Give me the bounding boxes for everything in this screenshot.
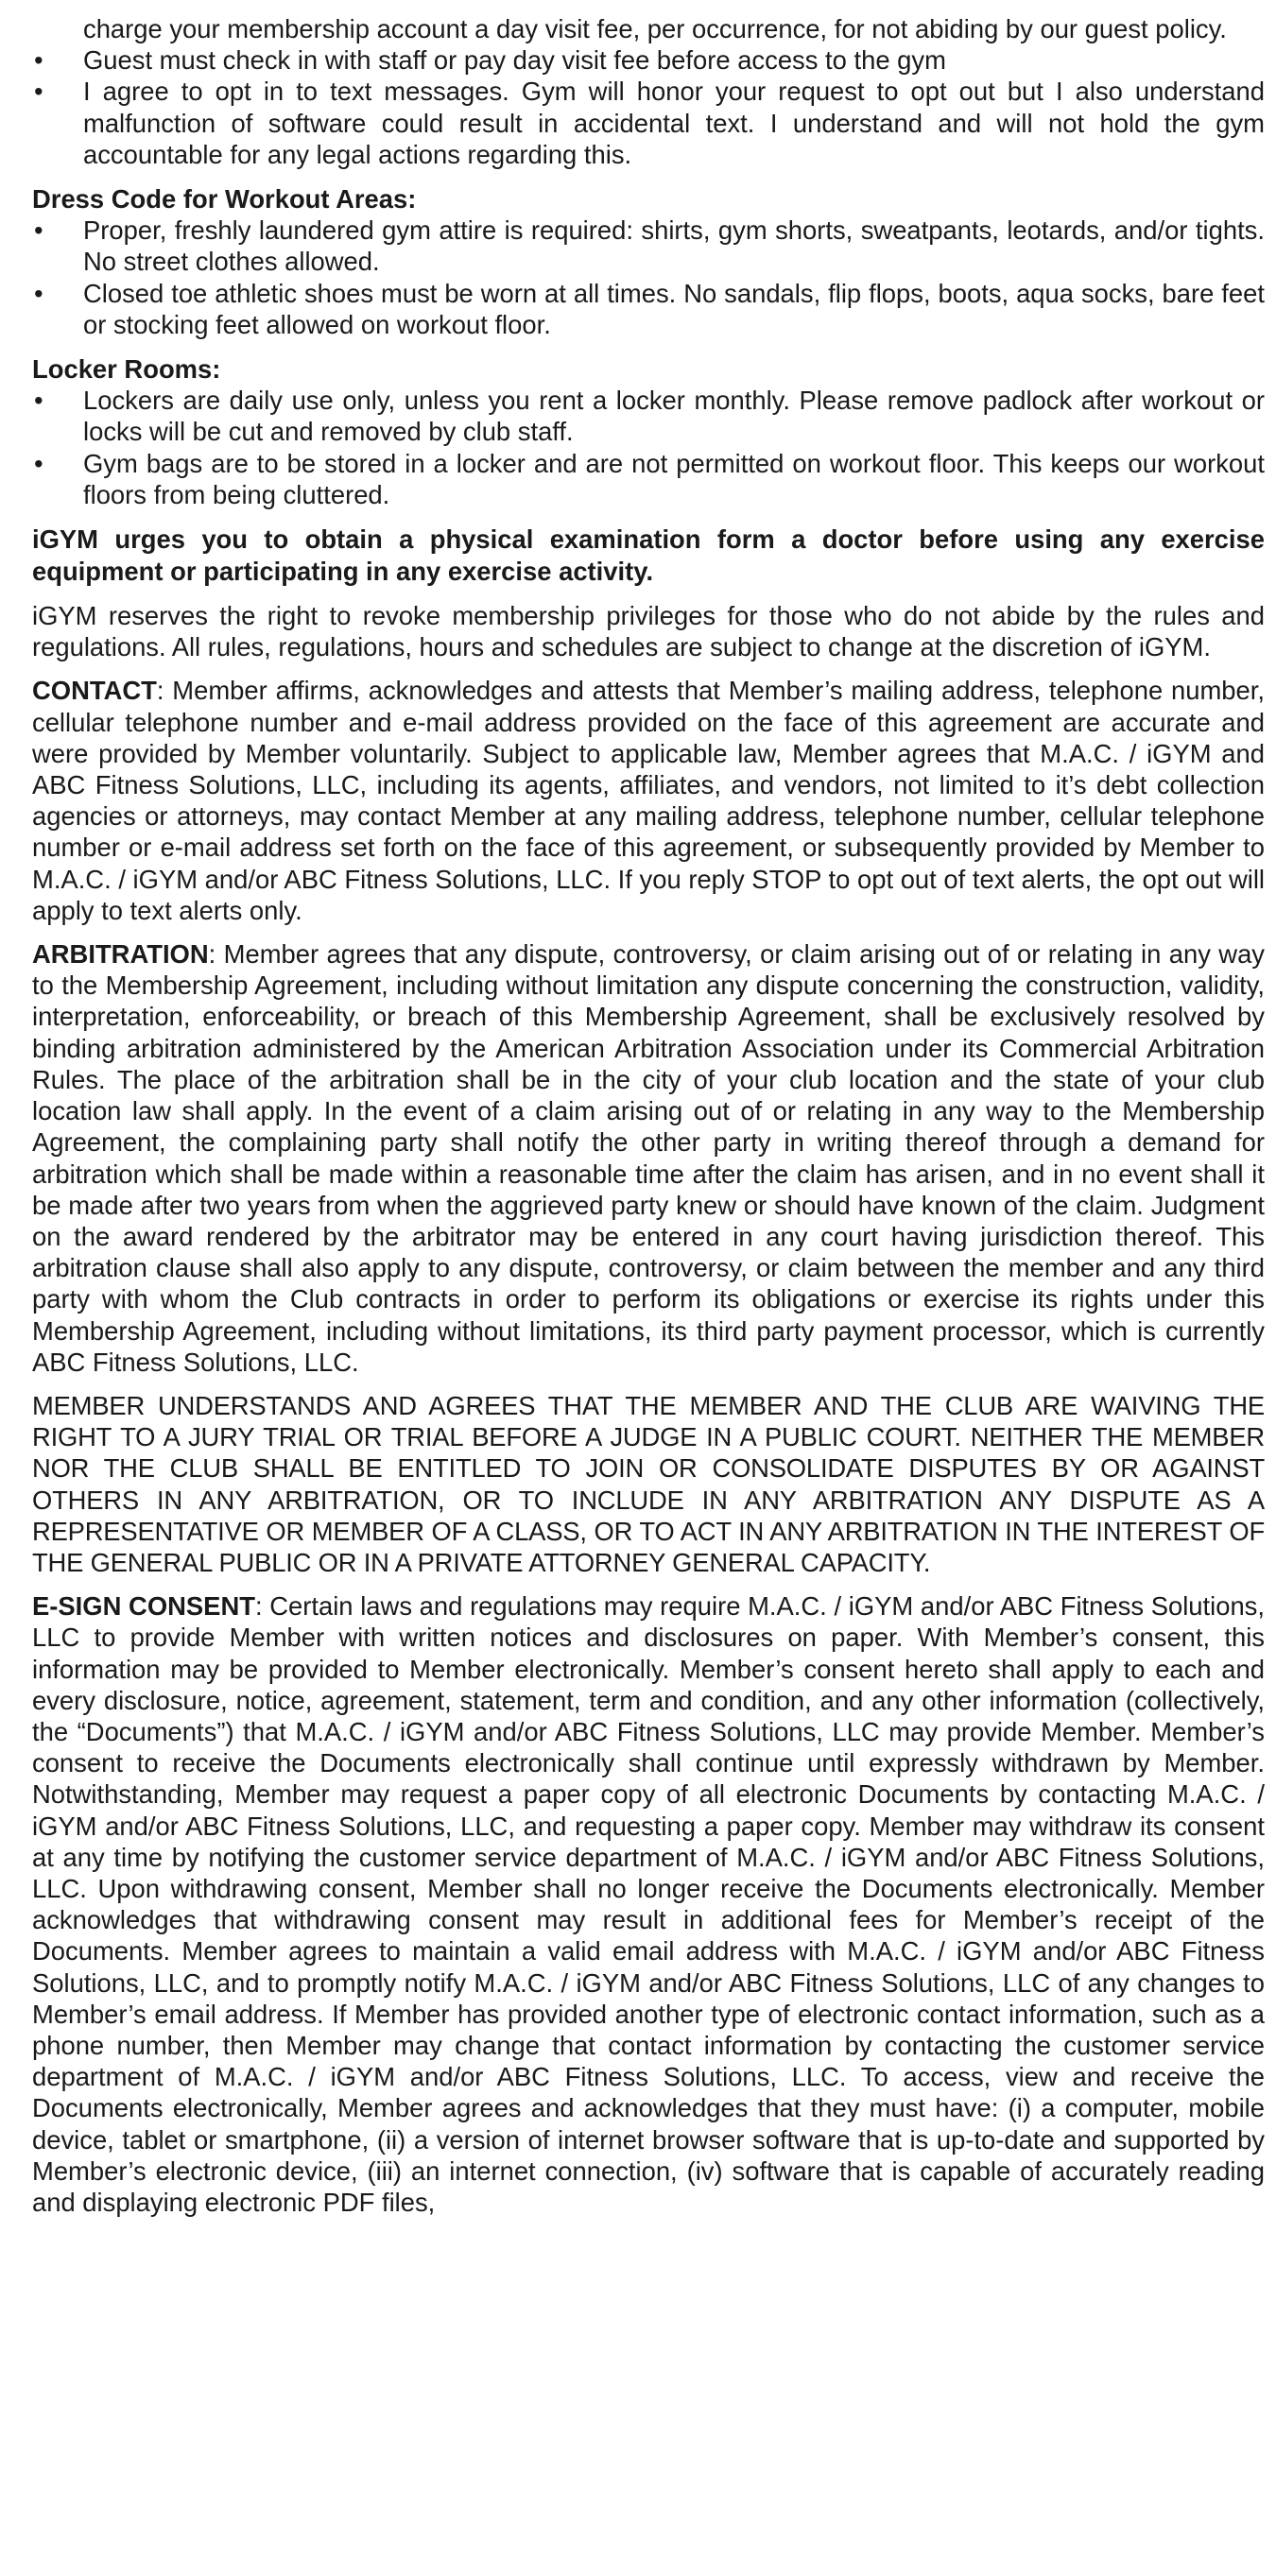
list-item: • Gym bags are to be stored in a locker and are not permitted on workout floor. This keeps our workout floors from being cluttered. — [32, 448, 1265, 510]
dress-code-list — [32, 215, 1265, 340]
arbitration-label: ARBITRATION — [32, 939, 209, 970]
esign-label: E-SIGN CONSENT — [32, 1591, 255, 1622]
jury-waiver-clause: MEMBER UNDERSTANDS AND AGREES THAT THE MEMBER AND THE CLUB ARE WAIVING THE RIGHT TO A JURY TRIAL OR TRIAL BEFORE A JUDGE IN A PUBLIC COURT. NEITHER THE MEMBER NOR THE CLUB SHALL BE ENTITLED TO JOIN OR CONSOLIDATE DISPUTES BY OR AGAINST OTHERS IN ANY ARBITRATION, OR TO INCLUDE IN ANY ARBITRATION ANY DISPUTE AS A REPRESENTATIVE OR MEMBER OF A CLASS, OR TO ACT IN ANY ARBITRATION IN THE INTEREST OF THE GENERAL PUBLIC OR IN A PRIVATE ATTORNEY GENERAL CAPACITY. — [32, 1390, 1265, 1577]
list-item: • Lockers are daily use only, unless you rent a locker monthly. Please remove padlock after workout or locks will be cut and removed by club staff. — [32, 385, 1265, 447]
revoke-notice: iGYM reserves the right to revoke membership privileges for those who do not abide by the rules and regulations. All rules, regulations, hours and schedules are subject to change at the discretion of iGYM. — [32, 601, 1265, 662]
locker-rooms-list — [32, 385, 1265, 510]
contact-clause — [32, 675, 1265, 926]
arbitration-clause — [32, 938, 1265, 1378]
esign-consent-clause — [32, 1590, 1265, 2218]
physical-exam-notice: iGYM urges you to obtain a physical examination form a doctor before using any exercise equipment or participating in any exercise activity. — [32, 524, 1265, 587]
contact-text: : Member affirms, acknowledges and attests that Member’s mailing address, telephone number, cellular telephone number and e-mail address provided on the face of this agreement are accurate and were provided by Member voluntarily. Subject to applicable law, Member agrees that M.A.C. / iGYM and ABC Fitness Solutions, LLC, including its agents, affiliates, and vendors, not limited to it’s debt collection agencies or attorneys, may contact Member at any mailing address, telephone number, cellular telephone number or e-mail address set forth on the face of this agreement, or subsequently provided by Member to M.A.C. / iGYM and/or ABC Fitness Solutions, LLC. If you reply STOP to opt out of text alerts, the opt out will apply to text alerts only. — [32, 676, 1265, 925]
guest-policy-continuation: charge your membership account a day visit fee, per occurrence, for not abiding by our guest policy. — [83, 14, 1227, 43]
locker-rooms-heading: Locker Rooms: — [32, 354, 221, 385]
list-item: • Proper, freshly laundered gym attire is required: shirts, gym shorts, sweatpants, leotards, and/or tights. No street clothes allowed. — [32, 215, 1265, 277]
list-item: • Guest must check in with staff or pay day visit fee before access to the gym — [32, 44, 1265, 76]
list-item: • Closed toe athletic shoes must be worn at all times. No sandals, flip flops, boots, aqua socks, bare feet or stocking feet allowed on workout floor. — [32, 278, 1265, 340]
arbitration-text: : Member agrees that any dispute, controversy, or claim arising out of or relating in any way to the Membership Agreement, including without limitation any dispute concerning the construction, validity, interpretation, enforceability, or breach of this Membership Agreement, shall be exclusively resolved by binding arbitration administered by the American Arbitration Association under its Commercial Arbitration Rules. The place of the arbitration shall be in the city of your club location and the state of your club location law shall apply. In the event of a claim arising out of or relating in any way to the Membership Agreement, the complaining party shall notify the other party in writing thereof through a demand for arbitration which shall be made within a reasonable time after the claim has arisen, and in no event shall it be made after two years from when the aggrieved party knew or should have known of the claim. Judgment on the award rendered by the arbitrator may be entered in any court having jurisdiction thereof. This arbitration clause shall also apply to any dispute, controversy, or claim between the member and any third party with whom the Club contracts in order to perform its obligations or exercise its rights under this Membership Agreement, including without limitations, its third party payment processor, which is currently ABC Fitness Solutions, LLC. — [32, 939, 1265, 1377]
esign-text: : Certain laws and regulations may require M.A.C. / iGYM and/or ABC Fitness Solutions, LLC to provide Member with written notices and disclosures on paper. With Member’s consent, this information may be provided to Member electronically. Member’s consent hereto shall apply to each and every disclosure, notice, agreement, statement, term and condition, and any other information (collectively, the “Documents”) that M.A.C. / iGYM and/or ABC Fitness Solutions, LLC may provide Member. Member’s consent to receive the Documents electronically shall continue until expressly withdrawn by Member. Notwithstanding, Member may request a paper copy of all electronic Documents by contacting M.A.C. / iGYM and/or ABC Fitness Solutions, LLC, and requesting a paper copy. Member may withdraw its consent at any time by notifying the customer service department of M.A.C. / iGYM and/or ABC Fitness Solutions, LLC. Upon withdrawing consent, Member shall no longer receive the Documents electronically. Member acknowledges that withdrawing consent may result in additional fees for Member’s receipt of the Documents. Member agrees to maintain a valid email address with M.A.C. / iGYM and/or ABC Fitness Solutions, LLC, and to promptly notify M.A.C. / iGYM and/or ABC Fitness Solutions, LLC of any changes to Member’s email address. If Member has provided another type of electronic contact information, such as a phone number, then Member may change that contact information by contacting the customer service department of M.A.C. / iGYM and/or ABC Fitness Solutions, LLC. To access, view and receive the Documents electronically, Member agrees and acknowledges that they must have: (i) a computer, mobile device, tablet or smartphone, (ii) a version of internet browser software that is up-to-date and supported by Member’s electronic device, (iii) an internet connection, (iv) software that is capable of accurately reading and displaying electronic PDF files, — [32, 1591, 1265, 2217]
contact-label: CONTACT — [32, 676, 157, 706]
dress-code-heading: Dress Code for Workout Areas: — [32, 184, 417, 215]
guest-policy-list — [32, 44, 1265, 170]
list-item: • I agree to opt in to text messages. Gym will honor your request to opt out but I also understand malfunction of software could result in accidental text. I understand and will not hold the gym accountable for any legal actions regarding this. — [32, 76, 1265, 170]
